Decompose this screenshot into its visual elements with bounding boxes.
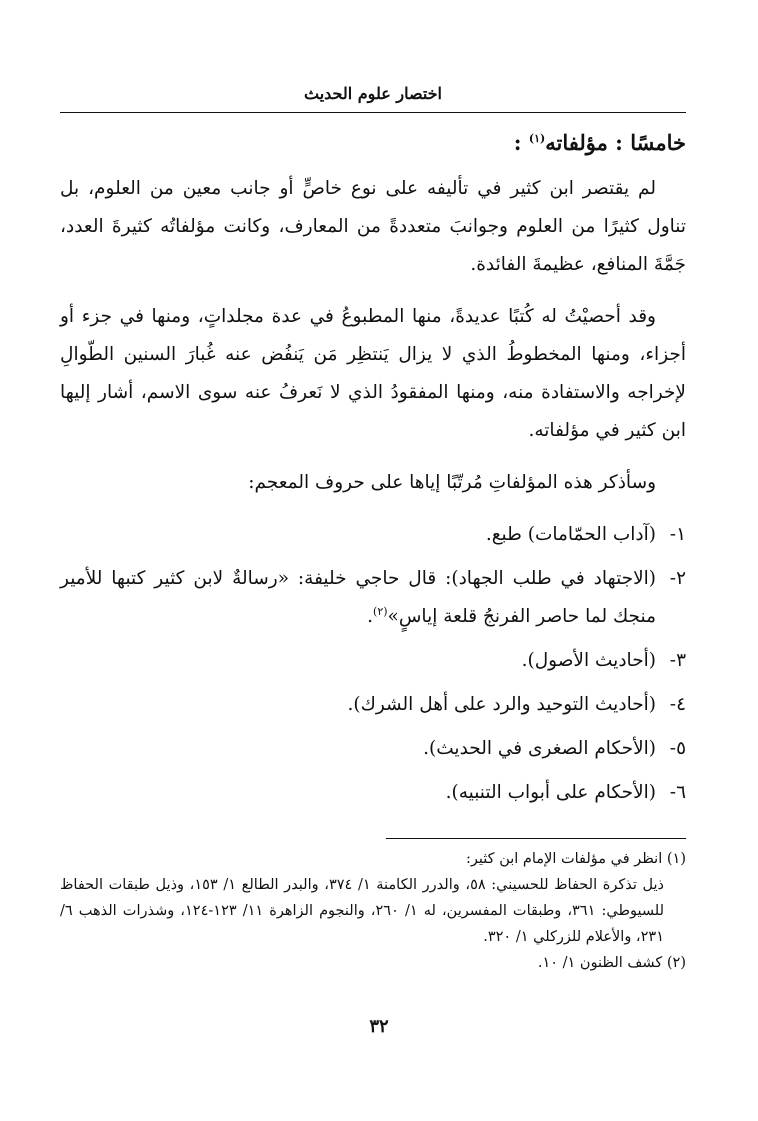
page-number: ٣٢ xyxy=(369,1016,389,1037)
section-title-colon: : xyxy=(513,130,522,155)
footnote-ref: (٢) xyxy=(373,604,388,618)
footnote-number: (٢) xyxy=(666,955,686,971)
list-item xyxy=(60,642,686,680)
list-item xyxy=(60,516,686,554)
list-item-number: ٥- xyxy=(669,738,686,759)
list-item-number: ٣- xyxy=(669,650,686,671)
list-item-number: ١- xyxy=(669,524,686,545)
list-item-number: ٦- xyxy=(669,782,686,803)
paragraph: وسأذكر هذه المؤلفاتِ مُرتّبًا إياها على حروف المعجم: xyxy=(248,472,656,493)
running-header: اختصار علوم الحديث xyxy=(303,84,442,103)
footnote-text: انظر في مؤلفات الإمام ابن كثير: xyxy=(466,851,663,867)
list-item-text: (آداب الحمّامات) طبع. xyxy=(485,524,656,545)
paragraph: لم يقتصر ابن كثير في تأليفه على نوع خاصٍّ أو جانب معين من العلوم، بل تناول كثيرًا من العلوم وجوانبَ متعددةً من المعارف، وكانت مؤلفاتُه كثيرةَ العدد، جَمَّةَ المنافع، عظيمةَ الفائدة. xyxy=(60,178,686,275)
main-text xyxy=(60,120,686,818)
section-title xyxy=(60,124,686,162)
footnote-rule xyxy=(386,838,686,839)
footnotes xyxy=(60,846,686,976)
list-item xyxy=(60,730,686,768)
list-item xyxy=(60,560,686,636)
footnote-number: (١) xyxy=(666,851,686,867)
footnote-body: ذيل تذكرة الحفاظ للحسيني: ٥٨، والدرر الكامنة ١/ ٣٧٤، والبدر الطالع ١/ ١٥٣، وذيل طبقات الحفاظ للسيوطي: ٣٦١، وطبقات المفسرين، له ١/ ٢٦٠، والنجوم الزاهرة ١١/ ١٢٣-١٢٤، وشذرات الذهب ٦/ ٢٣١، والأعلام للزركلي ١/ ٣٢٠. xyxy=(60,877,665,945)
paragraph: وقد أحصيْتُ له كُتبًا عديدةً، منها المطبوعُ في عدة مجلداتٍ، ومنها في جزء أو أجزاء، ومنها المخطوطُ الذي لا يزال يَنتظِر مَن يَنفُض عنه غُبارَ السنين الطّوالِ لإخراجه والاستفادة منه، ومنها المفقودُ الذي لا نَعرفُ عنه سوى الاسم، أشار إليها ابن كثير في مؤلفاته. xyxy=(60,306,686,441)
section-title-text: خامسًا : مؤلفاته xyxy=(545,130,686,155)
list-item-text: (الأحكام على أبواب التنبيه). xyxy=(445,782,656,803)
list-item-text: (الأحكام الصغرى في الحديث). xyxy=(423,738,656,759)
footnote xyxy=(60,950,686,976)
list-item xyxy=(60,686,686,724)
footnote xyxy=(60,846,686,872)
list-item-number: ٢- xyxy=(669,568,686,589)
list-item-text: (أحاديث الأصول). xyxy=(521,650,656,671)
footnote-text: كشف الظنون ١/ ١٠. xyxy=(537,955,663,971)
list-item-tail: . xyxy=(367,606,374,627)
list-item-number: ٤- xyxy=(669,694,686,715)
list-item-text: (الاجتهاد في طلب الجهاد): قال حاجي خليفة: «رسالةٌ لابن كثير كتبها للأمير منجك لما حاصر الفرنجُ قلعة إياسٍ» xyxy=(60,568,656,627)
header-rule xyxy=(60,112,686,113)
list-item xyxy=(60,774,686,812)
footnote-ref: (١) xyxy=(528,132,546,145)
list-item-text: (أحاديث التوحيد والرد على أهل الشرك). xyxy=(347,694,656,715)
